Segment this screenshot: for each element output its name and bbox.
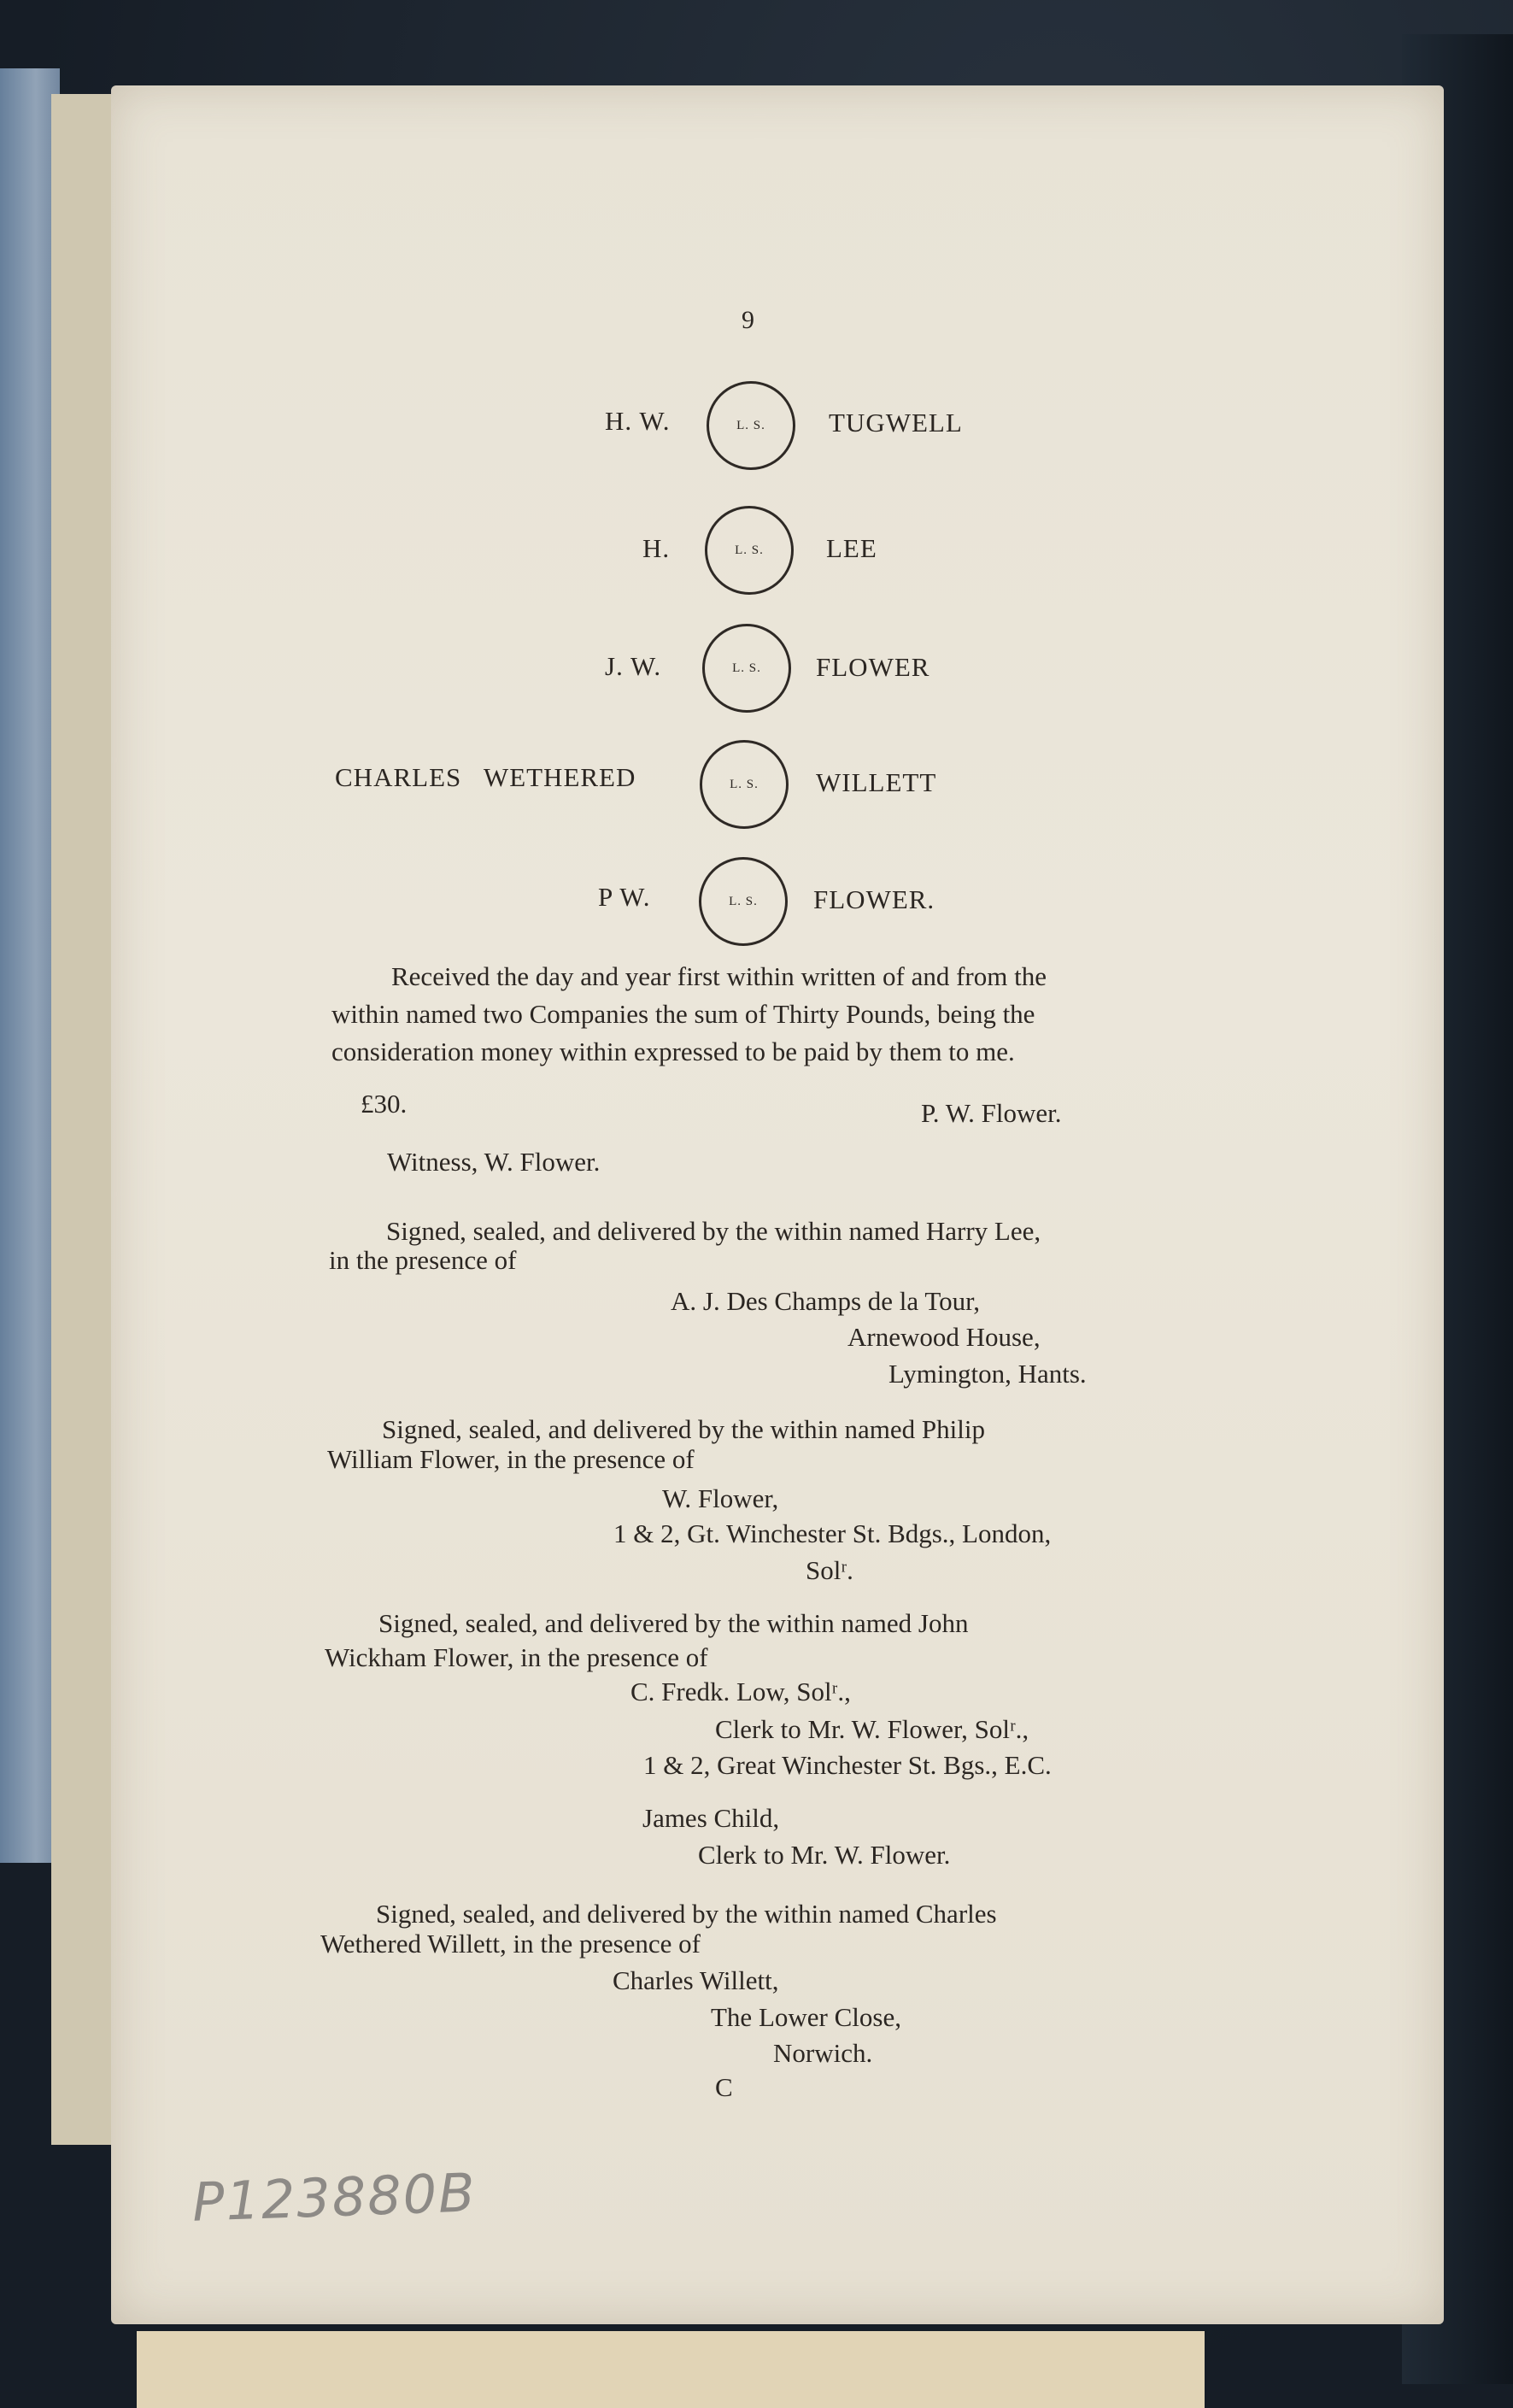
- witness-line: Clerk to Mr. W. Flower.: [698, 1840, 951, 1870]
- underlying-page-edge: [137, 2331, 1205, 2408]
- witness-line: Arnewood House,: [847, 1322, 1041, 1352]
- attestation-line: Wethered Willett, in the presence of: [320, 1929, 701, 1959]
- seal-circle: [699, 857, 788, 946]
- signature-initials: H.: [642, 533, 671, 563]
- witness-line: Norwich.: [773, 2038, 873, 2068]
- seal-circle: [700, 740, 789, 829]
- receipt-signature: P. W. Flower.: [921, 1098, 1062, 1128]
- witness-line: W. Flower,: [662, 1483, 779, 1513]
- attestation-line: Signed, sealed, and delivered by the within named Harry Lee,: [386, 1216, 1041, 1246]
- signature-initials: CHARLES WETHERED: [335, 762, 636, 792]
- seal-label: L. S.: [729, 894, 758, 908]
- page-number: 9: [742, 306, 754, 334]
- receipt-line: Received the day and year first within written of and from the: [391, 961, 1047, 991]
- signature-surname: FLOWER: [816, 652, 930, 682]
- seal-label: L. S.: [735, 543, 764, 557]
- witness-line: The Lower Close,: [711, 2002, 901, 2032]
- witness-line: A. J. Des Champs de la Tour,: [671, 1286, 980, 1316]
- seal-label: L. S.: [732, 661, 761, 675]
- handwritten-archive-mark: P123880B: [191, 2161, 478, 2234]
- signature-surname: TUGWELL: [829, 408, 963, 438]
- attestation-line: William Flower, in the presence of: [327, 1444, 695, 1474]
- signature-initials: J. W.: [605, 651, 662, 681]
- signature-mark: C: [715, 2072, 733, 2102]
- witness-line: 1 & 2, Great Winchester St. Bgs., E.C.: [643, 1750, 1052, 1780]
- seal-circle: [702, 624, 791, 713]
- signature-initials: H. W.: [605, 406, 671, 436]
- witness-line: James Child,: [642, 1803, 780, 1833]
- witness-line: Lymington, Hants.: [888, 1359, 1087, 1389]
- witness-line: C. Fredk. Low, Solʳ.,: [630, 1677, 851, 1706]
- seal-label: L. S.: [736, 418, 765, 432]
- signature-surname: LEE: [826, 533, 877, 563]
- receipt-line: consideration money within expressed to be paid by them to me.: [331, 1037, 1015, 1066]
- witness-line: Solʳ.: [806, 1555, 853, 1585]
- signature-initials: P W.: [598, 882, 651, 912]
- receipt-amount: £30.: [361, 1089, 408, 1119]
- receipt-line: within named two Companies the sum of Thirty Pounds, being the: [331, 999, 1035, 1029]
- attestation-line: Wickham Flower, in the presence of: [325, 1642, 708, 1672]
- attestation-line: Signed, sealed, and delivered by the within named John: [378, 1608, 969, 1638]
- seal-circle: [707, 381, 795, 470]
- witness-line: Clerk to Mr. W. Flower, Solʳ.,: [715, 1714, 1029, 1744]
- witness-line: Charles Willett,: [613, 1965, 779, 1995]
- attestation-line: in the presence of: [329, 1245, 517, 1275]
- attestation-line: Signed, sealed, and delivered by the within named Philip: [382, 1414, 985, 1444]
- seal-circle: [705, 506, 794, 595]
- receipt-witness: Witness, W. Flower.: [387, 1147, 601, 1177]
- signature-surname: FLOWER.: [813, 884, 935, 914]
- signature-surname: WILLETT: [816, 767, 937, 797]
- seal-label: L. S.: [730, 777, 759, 791]
- witness-line: 1 & 2, Gt. Winchester St. Bdgs., London,: [613, 1518, 1052, 1548]
- attestation-line: Signed, sealed, and delivered by the within named Charles: [376, 1899, 997, 1929]
